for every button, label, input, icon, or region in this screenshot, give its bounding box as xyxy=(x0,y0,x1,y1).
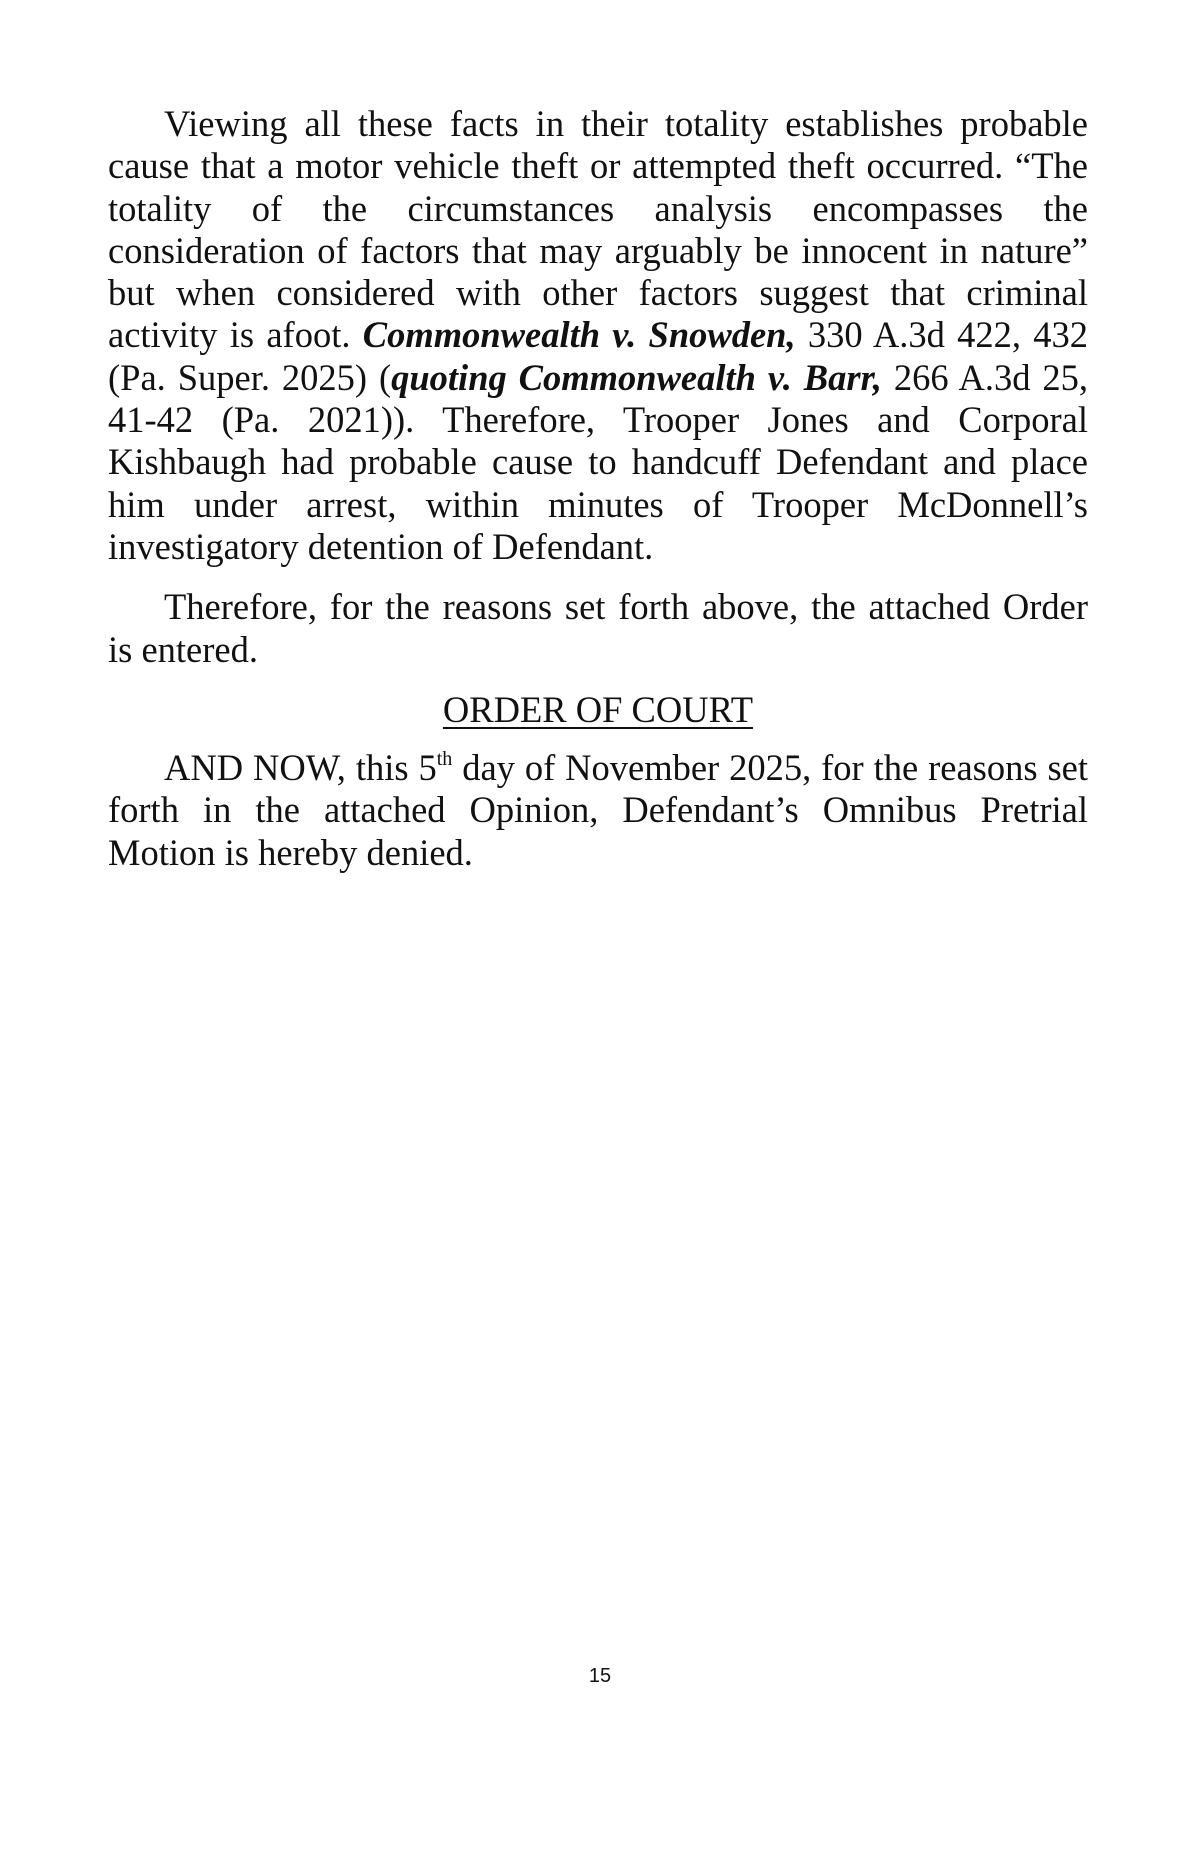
document-body xyxy=(108,103,1088,892)
paragraph-text-intro: Viewing all these facts in their totality establishes probable cause that a motor vehicle theft or attempted theft occurred. “The totality of the circumstances analysis encompasses the consideration of factors that may arguably be innocent in nature” but when considered with other factors suggest that criminal activity is afoot. xyxy=(108,103,1088,356)
paragraph-text: Therefore, for the reasons set forth above, the attached Order is entered. xyxy=(108,586,1088,670)
citation-reporter-barr: 266 A.3d 25, 41-42 (Pa. 2021)). xyxy=(108,356,1088,441)
order-text-body: day of November 2025, for the reasons set forth in the attached Opinion, Defendant’s Omnibus Pretrial Motion is hereby denied. xyxy=(108,747,1088,873)
paragraph-probable-cause xyxy=(108,103,1088,568)
order-heading-text: ORDER OF COURT xyxy=(442,688,754,730)
order-text-opening: AND NOW, this 5 xyxy=(164,747,437,789)
paragraph-order-entered xyxy=(108,586,1088,671)
case-citation-snowden: Commonwealth v. Snowden, xyxy=(362,314,796,356)
paragraph-text-conclusion: Therefore, Trooper Jones and Corporal Kishbaugh had probable cause to handcuff Defendant and place him under arrest, within minutes of Trooper McDonnell’s investigatory detention of Defendant. xyxy=(108,399,1089,567)
case-citation-barr: quoting Commonwealth v. Barr, xyxy=(391,356,882,398)
order-heading xyxy=(108,689,1088,731)
citation-reporter-snowden: 330 A.3d 422, 432 (Pa. Super. 2025) ( xyxy=(108,314,1089,398)
day-ordinal-suffix: th xyxy=(436,748,453,770)
paragraph-order-text xyxy=(108,747,1088,874)
page-number: 15 xyxy=(588,1665,612,1687)
